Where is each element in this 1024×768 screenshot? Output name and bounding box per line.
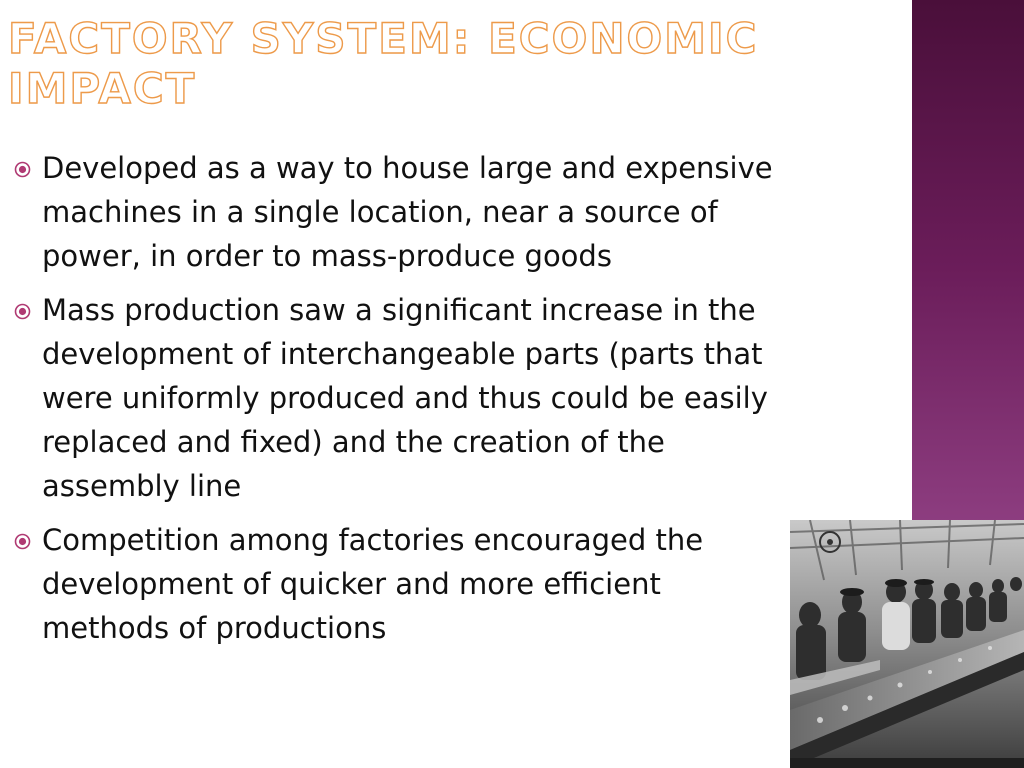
bullet-item xyxy=(14,518,784,650)
slide-title: FACTORY SYSTEM: ECONOMIC IMPACT xyxy=(8,14,759,113)
bullet-text: Developed as a way to house large and expensive machines in a single location, near a source of power, in order to mass-produce goods xyxy=(42,151,773,273)
bullet-text: Mass production saw a significant increase in the development of interchangeable parts (parts that were uniformly produced and thus could be easily replaced and fixed) and the creation of the assembly line xyxy=(42,293,768,503)
bullet-list xyxy=(14,146,784,660)
bullet-item xyxy=(14,146,784,278)
radio-bullet-icon xyxy=(14,161,31,178)
bullet-item xyxy=(14,288,784,508)
factory-assembly-line-photo xyxy=(790,520,1024,768)
bullet-text: Competition among factories encouraged the development of quicker and more efficient methods of productions xyxy=(42,523,704,645)
radio-bullet-icon xyxy=(14,533,31,550)
radio-bullet-icon xyxy=(14,303,31,320)
